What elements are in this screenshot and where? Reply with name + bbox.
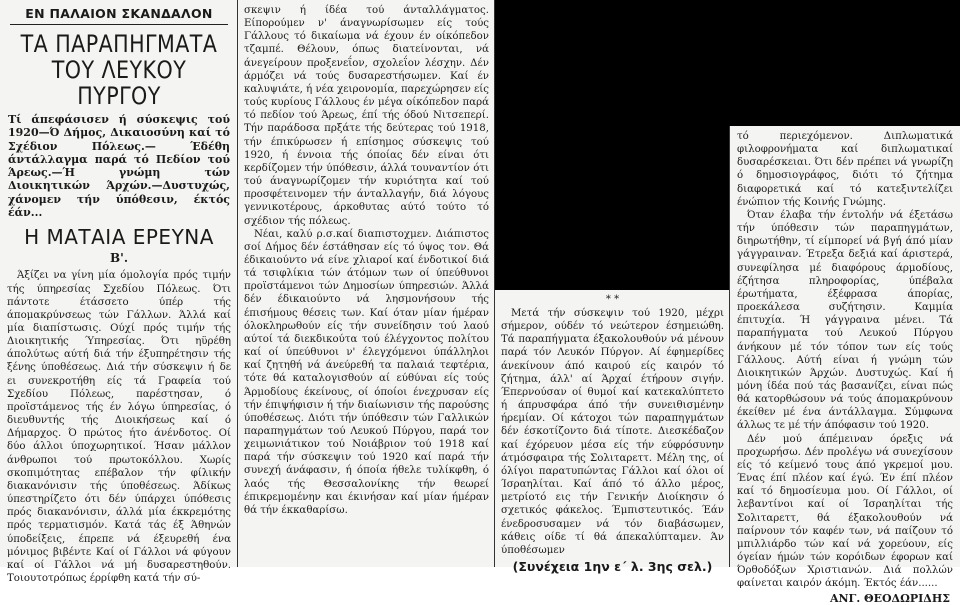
column-4-text — [737, 130, 953, 590]
paragraph: Μετά τήν σύσκεψιν τού 1920, μέχρι σήμερον, ούδέν τό νεώτερον έσημειώθη. Τά παραπήγματα έξακολουθούν νά μένουν παρά τόν Λευκόν Πύργον. Αί έφημερίδες άνεκίνουν άπό καιρού είς καιρόν τό ζήτημα, άλλ' αί Άρχαί έτήρουν σιγήν. Έπερνούσαν οί θυμοί καί κατεκαλύπτετο ή άπρυσφάρα άπό τήν συνειθισμένην ήρεμίαν. Οί κάτοχοι τών παραπηγμάτων δέν έσκοτίζοντο διά τίποτε. Διεσκέδαζον καί έχόρευον μέσα είς τήν εύφρόσυνην άτμόσφαιρα τής Σολιταρεττ. Μέλη της, οί όλίγοι παρατυπώντας Γάλλοι καί όλοι οί Ίσραηλίται. Καί άπό τό άλλο μέρος, μετρίοτό εις τήν Γενικήν Διοίκησιν ό σχετικός φάκελος. Έμπιστευτικός. Έάν ένεδροσυσαμεν νά τόν διαβάσωμεν, κάθεις οίδε τί θά άπεκαλύπταμεν. Άν ύποθέσωμεν — [501, 308, 724, 556]
column-divider — [237, 0, 238, 567]
subhead: Η ΜΑΤΑΙΑ ΕΡΕΥΝΑ — [24, 225, 214, 250]
article-column-4 — [730, 126, 960, 605]
headline-line-1: ΤΑ ΠΑΡΑΠΗΓΜΑΤΑ — [20, 30, 218, 58]
paragraph: σκεψιν ή ίδέα τού άνταλλάγματος. Είπορούμεν ν' άναγνωρίσωμεν είς τούς Γάλλους τό δικαίωμα νά έχουν έν οίκόπεδον τζαμπέ. Θέλουν, όπως διατείνονται, νά άνεγείρουν προξενεΐον, σχολεΐον λέσχην. Δέν άρμόζει νά τούς δυσαρεστήσωμεν. Καί έν καλυψιάτε, ή νέα χειρονομία, παρεχώρησεν είς τούς κυρίους Γάλλους έν μέγα οίκόπεδον παρά τό πεδίον τού Άρεως, έπί τής όδού Νιτσεπερί. Τήν παράδοσα πρξάτε τής δεύτερας τού 1918, τήν έπικύρωσεν ή επίσημος σύσκεψις τού 1920, ή έννοια τής όποίας δέν είναι ότι κερδίζομεν τήν ύπόθεσιν, άλλά τουναντίον ότι τού άναγνωρίζομεν τήν κυριότητα καί τού προσφέτεινομεν τήν άνταλλαγήν, διά λόγους γεννικοτέρους, άρκοθυτας αύτό τούτο τό σχέδιον τής πόλεως. — [244, 5, 490, 227]
paragraph: Δέν μού άπέμειναν όρεξις νά προχωρήσω. Δέν προλέγω νά συνεχίσουν είς τό κείμενό τους άπό γκρεμοί μου. Ένας έπί πλέον καί έγώ. Έν έπί πλέον καί τό δημοσίευμα μου. Οί Γάλλοι, οί λεβαντίνοι καί οί Ίσραηλίται τής Σολιταρεττ, θά έξακολουθούν νά παίρνουν τόν καφέν των, νά παίζουν τό μπιλλιάρδο τών καί νά χορεύουν, είς όγείαν ήμών τών κορόιδων έφορων καί Όρθοδόξων Χριστιανών. Διά πολλών φαίνεται καιρόν άκόμη. Έκτός έάν...... — [737, 433, 953, 590]
author-signature: ΑΝΓ. ΘΕΟΔΩΡΙΔΗΣ — [829, 592, 950, 605]
paragraph: Νέαι, καλύ ρ.σ.καί διαπιστοχμεν. Διάπιστος σοί Δήμος δέν έστάθησαν είς τό ύψος τον. Θά έδικαιούντο νά είνε χλιαροί καί ένδοτικοί διά τά τσιφλίκια τών άτόμων των οί ύπεύθυνοι προϊστάμενοι τών Δημοσίων ύπηρεσιών. Άλλά δέν έδικαιούντο νά λησμονήσουν τής έπισήμους θέσεις των. Καί όταν μίαν ήμέραν όλοκληρωθούν είς τήν συνείδησιν τού λαού αύτοί τά διεκδικούτα τού έλέγχοντος πολίτου καί οί ύπεύθυνοι ν' έλεγχόμενοι ύπάλληλοι καί ζητηθή νά άνεύρεθή τα παλαιά τεφτέρια, τότε θά καταλογισθούν αί εύθύναι είς τούς Άρμοδίους έκείνους, οί όποίοι ένεχρυσαν είς τήν έπιψήφισιν ή τήν διαίωνισιν τής παρούσης ύποθέσεως. Διότι τήν ύπόθεσιν τών Γαλλικών παραπηγμάτων τού Λευκού Πύργου, παρά τον χειμωνιάτικον τού Νοιάβριον τού 1918 καί παρά τήν σύσκεψιν τού 1920 καί παρά τήν συνεχή άνάφασιν, ή όποία ήθελε τυλίκφθη, ό λαός τής Θεσσαλονίκης τήν θεωρεί έπικρεμομένην και έκινήσαν καί μίαν ήμέραν θά τήν έκκαθαρίσω. — [244, 228, 489, 516]
column-divider — [729, 126, 730, 567]
column-2-text — [244, 4, 489, 517]
blank-region — [495, 126, 730, 290]
article-column-2 — [238, 0, 495, 567]
separator-stars: * * — [605, 294, 620, 305]
paragraph: Άξίζει να γίνη μία όμολογία πρός τιμήν τής ύπηρεσίας Σχεδίου Πόλεως. Ότι πάντοτε έτάσσετο ύπέρ τής άπομακρύνσεως τών Γάλλων. Άλλά καί μία διαπίστωσις. Ούχί πρός τιμήν τής Διοικητικής Ύπηρεσίας. Ότι ηϋρέθη άπολύτως αύτή διά τήν έξυπηρέτησιν τής ξένης ύποθέσεως. Διά τήν σύσκεψιν ή δε ει συνεκροτήθη είς τά Γραφεία τού Σχεδίου Πόλεως, παρέστησαν, ό προϊστάμενος τής έν λόγω ύπηρεσίας, ό διευθυντής τής Διοικήσεως καί ό Δήμαρχος. Ό πρώτος ήτο άνένδοτος. Οί δύο άλλοι ύποχωρητικοί. Ήσαν μάλλον άνθρωποι τού πρωτοκόλλου. Χωρίς σκοπιμότητας επέβαλον τήν φίλικήν διακανόνισιν τής ύποθέσεως. Άδίκως ύπεστηρίζετο ότι δέν ύπάρχει ύπόθεσις πρός διακανόνισιν, άλλά μία έκκρεμότης πρός τερματισμόν. Κατά τάς έξ Άθηνών ύποδείξεις, έπρεπε νά έξευρεθή ένα μόνιμος βιβέντε Καί οί Γάλλοι νά φύγουν καί οί Γάλλοι νά μή δυσαρεστηθούν. Τοιουτοτρόπως έρρίφθη κατά τήν σύ- — [7, 270, 231, 584]
kicker: ΕΝ ΠΑΛΑΙΟΝ ΣΚΑΝΔΑΛΟΝ — [10, 6, 228, 25]
section-number: Β'. — [110, 251, 128, 266]
deck: Τί άπεφάσισεν ή σύσκεψις τού 1920—Ό Δήμος, Δικαιοσύνη καί τό Σχέδιον Πόλεως.— Έδέθη άντάλλαγμα παρά τό Πεδίον τού Άρεως.—Ή γνώμη τών Διοικητικών Άρχών.—Δυστυχώς, χάνομεν τήν ύπόθεσιν, έκτός έάν... — [8, 113, 230, 220]
paragraph: τό περιεχόμενον. Διπλωματικά φιλοφρονήματα καί διπλωματικαί δυσαρέσκειαι. Ότι δέν πρέπει νά γνωρίζη ό δημοσιογράφος, διότι τό ζήτημα διαφορετικά καί τό κατεξιντελίζει ένώπιον τής Κοινής Γνώμης. — [737, 131, 953, 208]
paragraph: Όταν έλαβα τήν έντολήν νά έξετάσω τήν ύπόθεσιν τών παραπηγμάτων, διηρωτήθην, τί είμπορεί νά βγή άπό μίαν γάγγραιναν. Έτρεξα δεξιά καί άριστερά, συνεφίλησα μέ διαφόρους άρμοδίους, έζήτησα πληροφορίας, ύπέβαλα έρωτήματα, έξέφρασα άπορίας, προεκάλεσα συζήτησιν. Καμμία έπιτυχία. Ή γάγγραινα μένει. Τά παραπήγματα τού Λευκού Πύργου άνήκουν μέ τόν τόπον των είς τούς Γάλλους. Αύτή είναι ή γνώμη τών Διοικητικών Άρχών. Δυστυχώς. Καί ή μόνη ίδέα πού τάς βασανίζει, είναι πώς θά κατορθώσουν νά τούς άπομακρύνουν έκείθεν μέ ένα άντάλλαγμα. Σύμφωνα άλλως τε μέ τήν άπόφασιν τού 1920. — [737, 209, 953, 432]
column-3-text — [501, 307, 724, 557]
column-1-text — [7, 269, 231, 585]
article-column-3 — [495, 290, 730, 574]
blank-region — [495, 0, 960, 126]
continuation-note: (Συνέχεια 1ην ε΄ λ. 3ης σελ.) — [512, 558, 713, 574]
headline — [20, 31, 218, 109]
headline-line-2: ΤΟΥ ΛΕΥΚΟΥ ΠΥΡΓΟΥ — [51, 56, 187, 110]
article-column-1 — [0, 0, 238, 584]
